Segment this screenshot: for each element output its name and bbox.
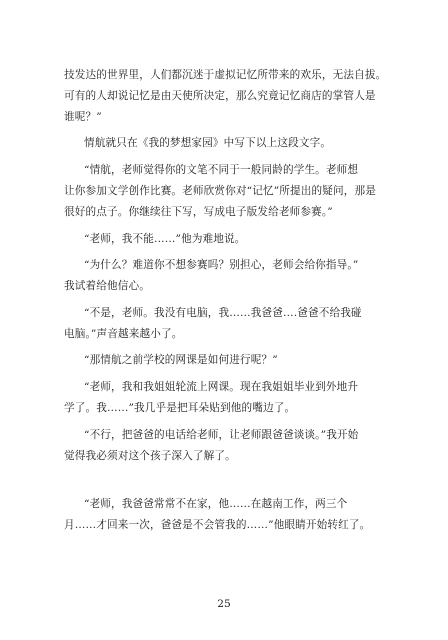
text-line: 我试着给他信心。 [64,280,150,292]
text-line: “老师，我不能……”他为难地说。 [84,233,246,245]
page-number: 25 [217,598,231,610]
text-line: “不行，把爸爸的电话给老师，让老师跟爸爸谈谈。”我开始 [84,429,359,441]
text-line: “为什么？难道你不想参赛吗？别担心，老师会给你指导。” [84,259,359,271]
text-line: 月……才回来一次，爸爸是不会管我的……”他眼睛开始转红了。 [64,519,371,531]
text-line: 觉得我必须对这个孩子深入了解了。 [64,450,236,462]
text-line: “情航，老师觉得你的文笔不同于一般同龄的学生。老师想 [84,164,359,176]
text-line: “那情航之前学校的网课是如何进行呢？” [84,354,278,366]
text-line: 可有的人却说记忆是由天使所决定，那么究竟记忆商店的掌管人是 [64,90,376,102]
text-line: 谁呢？” [64,111,102,123]
text-line: 让你参加文学创作比赛。老师欣赏你对“记忆”所提出的疑问，那是 [64,185,376,197]
text-line: 很好的点子。你继续往下写，写成电子版发给老师参赛。” [64,206,333,218]
text-line: 学了。我……”我几乎是把耳朵贴到他的嘴边了。 [64,402,296,414]
text-line: “老师，我爸爸常常不在家，他……在越南工作，两三个 [84,498,348,510]
text-line: “老师，我和我姐姐轮流上网课。现在我姐姐毕业到外地升 [84,381,359,393]
text-line: “不是，老师。我没有电脑，我……我爸爸….爸爸不给我碰 [84,307,362,319]
text-line: 情航就只在《我的梦想家园》中写下以上这段文字。 [84,137,332,149]
text-line: 电脑。”声音越来越小了。 [64,328,183,340]
text-line: 技发达的世界里，人们都沉迷于虚拟记忆所带来的欢乐，无法自拔。 [64,69,387,81]
